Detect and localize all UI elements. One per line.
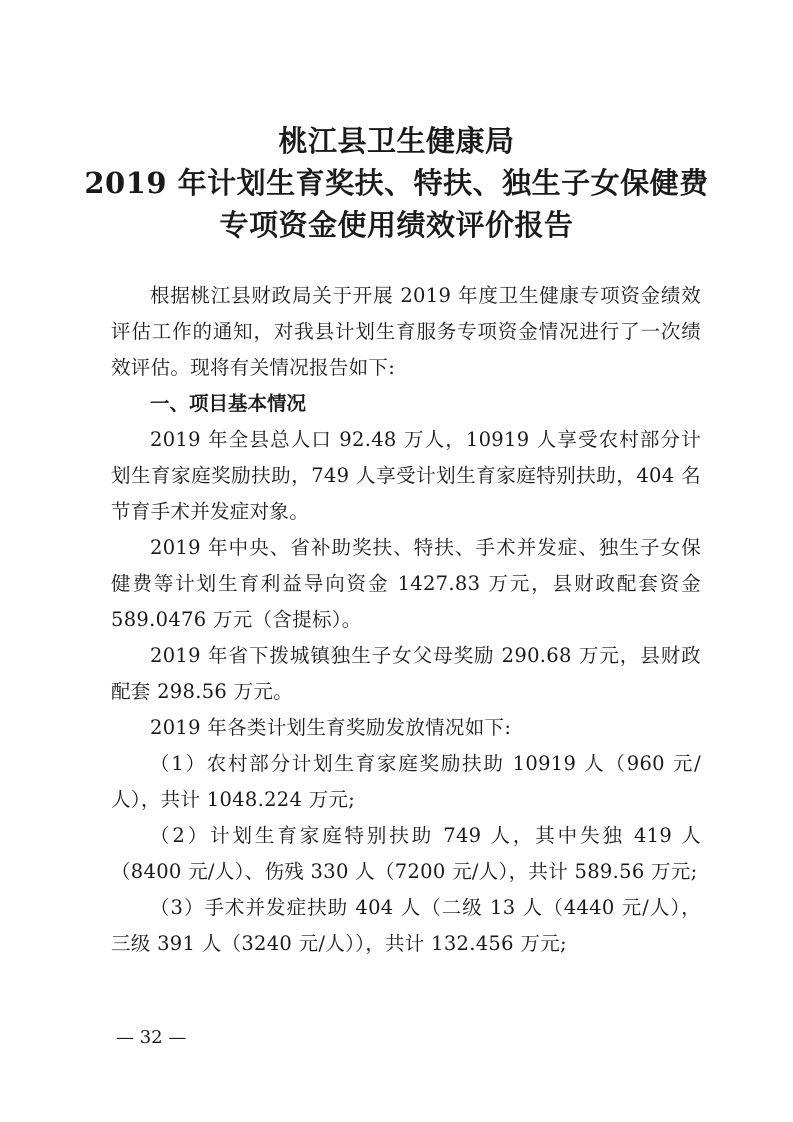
title-line-2: 2019 年计划生育奖扶、特扶、独生子女保健费 xyxy=(84,166,709,200)
paragraph-funding: 2019 年中央、省补助奖扶、特扶、手术并发症、独生子女保健费等计划生育利益导向资金 1427.83 万元，县财政配套资金 589.0476 万元（含提标）。 xyxy=(111,536,701,631)
paragraph-population: 2019 年全县总人口 92.48 万人，10919 人享受农村部分计划生育家庭奖励扶助，749 人享受计划生育家庭特别扶助，404 名节育手术并发症对象。 xyxy=(111,428,701,523)
title-line-1: 桃江县卫生健康局 xyxy=(278,124,515,158)
title-line-3: 专项资金使用绩效评价报告 xyxy=(219,208,574,242)
list-item-special-support: （2）计划生育家庭特别扶助 749 人，其中失独 419 人（8400 元/人）、伤残 330 人（7200 元/人），共计 589.56 万元; xyxy=(111,824,701,883)
intro-paragraph: 根据桃江县财政局关于开展 2019 年度卫生健康专项资金绩效评估工作的通知，对我县计划生育服务专项资金情况进行了一次绩效评估。现将有关情况报告如下: xyxy=(111,284,701,379)
section-heading-1: 一、项目基本情况 xyxy=(150,392,307,415)
page-number: — 32 — xyxy=(116,1027,187,1048)
document-body xyxy=(111,278,701,962)
paragraph-urban-reward: 2019 年省下拨城镇独生子女父母奖励 290.68 万元，县财政配套 298.56 万元。 xyxy=(111,644,701,703)
list-item-surgery-complication: （3）手术并发症扶助 404 人（二级 13 人（4440 元/人），三级 391 人（3240 元/人）），共计 132.456 万元; xyxy=(111,896,701,955)
list-item-rural-reward: （1）农村部分计划生育家庭奖励扶助 10919 人（960 元/人），共计 1048.224 万元; xyxy=(111,752,701,811)
paragraph-distribution-intro: 2019 年各类计划生育奖励发放情况如下: xyxy=(150,716,512,739)
document-title xyxy=(0,120,793,246)
